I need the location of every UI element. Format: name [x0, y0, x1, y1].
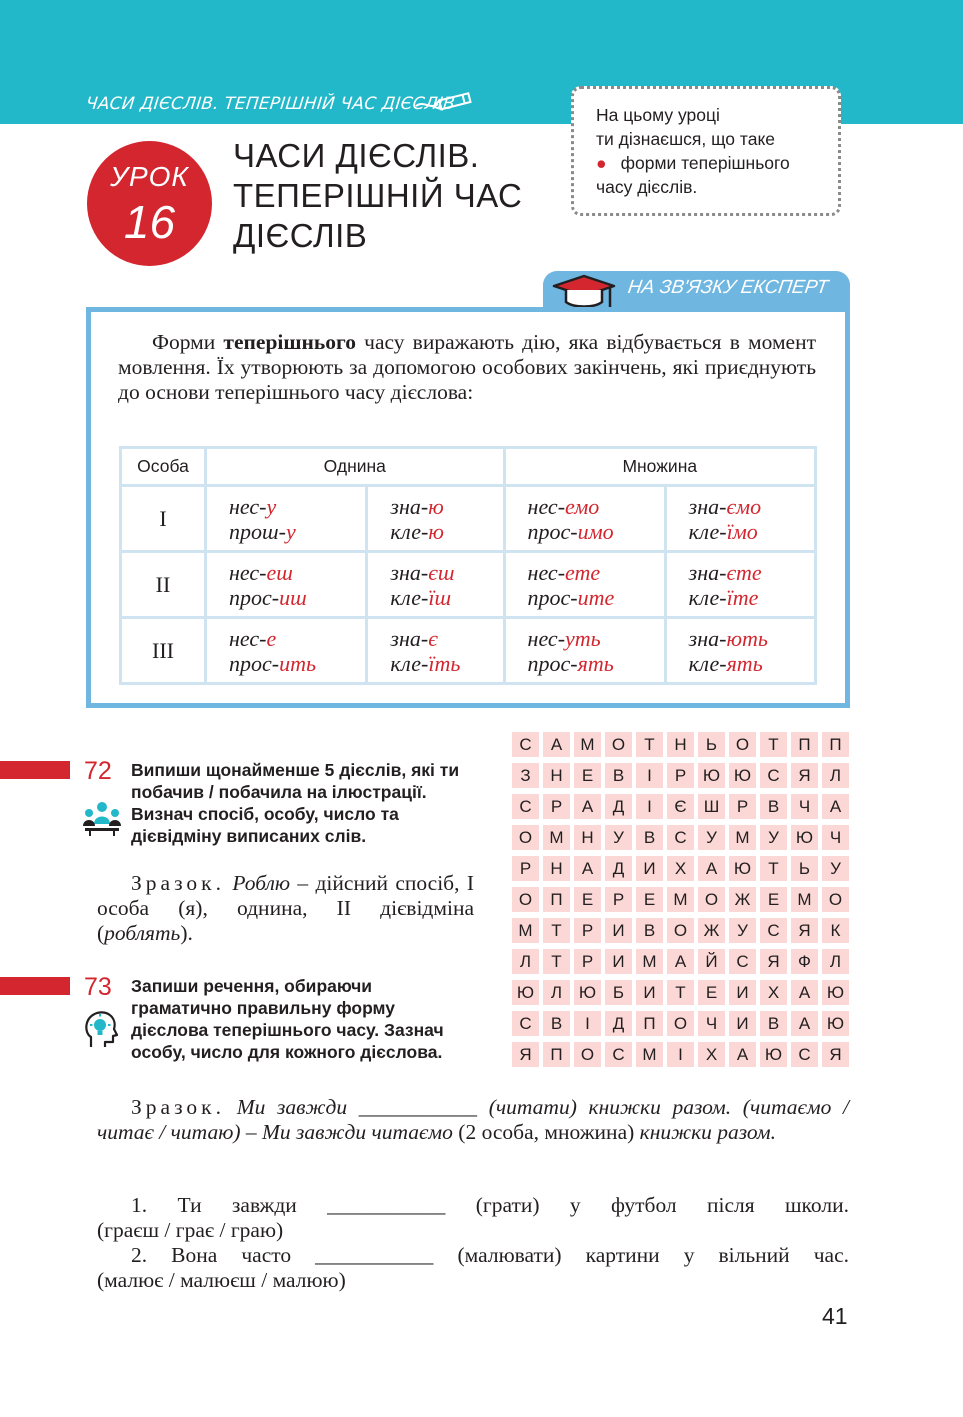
exercise-number: 73 — [84, 973, 112, 1001]
endings-table — [119, 446, 817, 685]
exercise-sample — [97, 871, 474, 946]
verb-stem: прос- — [229, 584, 280, 610]
form-cell — [665, 618, 815, 684]
table-row — [121, 486, 816, 552]
verb-ending: ете — [565, 559, 601, 585]
exercise-sample — [97, 1095, 849, 1145]
list-item: 1. Ти завжди ___________ (грати) у футбол після школи. — [131, 1193, 849, 1217]
verb-form — [390, 626, 501, 651]
verb-stem: кле- — [688, 518, 727, 544]
grid-letter: Ю — [574, 980, 601, 1005]
col-header-plural: Множина — [504, 448, 815, 486]
form-cell — [504, 552, 665, 618]
lesson-title-line: ТЕПЕРІШНІЙ ЧАС — [233, 177, 523, 214]
grid-letter: Т — [543, 918, 570, 943]
grid-letter: И — [636, 980, 663, 1005]
exercise-marker — [0, 977, 70, 995]
exercise-items — [97, 1193, 849, 1293]
verb-stem: кле- — [688, 650, 727, 676]
grid-letter: П — [636, 1011, 663, 1036]
person-cell: II — [121, 552, 206, 618]
grid-letter: Ю — [512, 980, 539, 1005]
grid-letter: Я — [822, 1042, 849, 1067]
grid-letter: Ф — [791, 949, 818, 974]
verb-stem: зна- — [688, 559, 727, 585]
verb-ending: ю — [428, 493, 444, 519]
sample-text: ). — [180, 921, 193, 945]
grid-letter: І — [636, 763, 663, 788]
grid-letter: Я — [791, 918, 818, 943]
verb-ending: иш — [279, 584, 307, 610]
goal-line: На цьому уроці — [596, 105, 720, 125]
grid-letter: П — [543, 887, 570, 912]
grid-letter: Е — [574, 763, 601, 788]
grid-letter: К — [822, 918, 849, 943]
grid-letter: П — [791, 732, 818, 757]
grid-letter: Р — [574, 949, 601, 974]
col-header-singular: Однина — [206, 448, 505, 486]
grid-letter: Т — [543, 949, 570, 974]
group-work-icon — [81, 800, 123, 836]
grid-letter: У — [698, 825, 725, 850]
lesson-number: 16 — [123, 196, 176, 248]
verb-ending: емо — [565, 493, 600, 519]
grid-letter: Ь — [698, 732, 725, 757]
sample-text: – дійсний спосіб, I особа (я), однина, II дієвідміна ( — [97, 871, 474, 945]
grid-letter: А — [791, 1011, 818, 1036]
verb-stem: зна- — [688, 493, 727, 519]
form-cell — [665, 552, 815, 618]
verb-ending: ить — [279, 650, 316, 676]
grid-letter: О — [574, 1042, 601, 1067]
verb-ending: ємо — [726, 493, 762, 519]
grid-letter: В — [543, 1011, 570, 1036]
grid-letter: Р — [729, 794, 756, 819]
verb-ending: е — [266, 625, 277, 651]
verb-ending: у — [285, 518, 296, 544]
list-item-options: (малює / малюєш / малюю) — [97, 1268, 346, 1292]
grid-letter: С — [512, 1011, 539, 1036]
sample-word: роблять — [104, 921, 181, 945]
verb-ending: уть — [565, 625, 601, 651]
form-cell — [206, 486, 367, 552]
grid-letter: Н — [543, 763, 570, 788]
grid-letter: І — [636, 794, 663, 819]
grid-letter: С — [760, 918, 787, 943]
verb-stem: зна- — [390, 625, 429, 651]
person-cell: III — [121, 618, 206, 684]
verb-form — [689, 651, 813, 676]
verb-ending: еш — [266, 559, 293, 585]
grid-letter: В — [636, 825, 663, 850]
grid-letter: А — [543, 732, 570, 757]
verb-stem: кле- — [688, 584, 727, 610]
grid-letter: Я — [791, 763, 818, 788]
rule-term: теперішнього — [223, 330, 357, 354]
verb-stem: нес- — [527, 493, 566, 519]
verb-form — [390, 560, 501, 585]
grid-letter: Е — [760, 887, 787, 912]
grid-letter: А — [667, 949, 694, 974]
form-cell — [367, 618, 504, 684]
verb-stem: нес- — [229, 493, 267, 519]
grid-letter: У — [729, 918, 756, 943]
verb-stem: кле- — [390, 584, 429, 610]
grid-letter: В — [636, 918, 663, 943]
sample-text: (2 особа, множина) — [452, 1120, 640, 1144]
grid-letter: Л — [822, 949, 849, 974]
grid-letter: Д — [605, 1011, 632, 1036]
grid-letter: А — [574, 856, 601, 881]
grid-letter: Ю — [729, 763, 756, 788]
verb-form — [689, 519, 813, 544]
grid-letter: В — [760, 1011, 787, 1036]
grid-letter: О — [822, 887, 849, 912]
verb-stem: зна- — [390, 559, 429, 585]
grid-letter: М — [667, 887, 694, 912]
form-cell — [665, 486, 815, 552]
grid-letter: Ч — [822, 825, 849, 850]
table-row — [121, 552, 816, 618]
sample-word: Роблю — [232, 871, 291, 895]
grid-letter: Л — [822, 763, 849, 788]
verb-stem: прос- — [229, 650, 280, 676]
grid-letter: М — [512, 918, 539, 943]
grid-letter: Л — [512, 949, 539, 974]
expert-tab-label: НА ЗВ'ЯЗКУ ЕКСПЕРТ — [626, 277, 830, 298]
grid-letter: Х — [698, 1042, 725, 1067]
rule-text-part: часу виражають дію, яка відбувається в момент мовлення. Їх утворюють за допомогою особових закінчень, які приєднують до основи теперішнього часу дієслова: — [118, 330, 816, 404]
grid-letter: Р — [543, 794, 570, 819]
verb-stem: нес- — [229, 559, 267, 585]
verb-form — [528, 519, 663, 544]
grid-letter: Т — [636, 732, 663, 757]
grid-letter: Ю — [729, 856, 756, 881]
grid-letter: Є — [667, 794, 694, 819]
grid-letter: С — [791, 1042, 818, 1067]
bullet-icon: ● — [596, 153, 607, 173]
grid-letter: Т — [667, 980, 694, 1005]
person-cell: I — [121, 486, 206, 552]
grid-letter: Ю — [760, 1042, 787, 1067]
exercise-number: 72 — [84, 757, 112, 785]
grid-letter: У — [605, 825, 632, 850]
form-cell — [504, 618, 665, 684]
grid-letter: Ж — [729, 887, 756, 912]
grid-letter: И — [605, 949, 632, 974]
goal-line: ти дізнаєшся, що таке — [596, 129, 776, 149]
grid-letter: И — [729, 1011, 756, 1036]
verb-form — [229, 494, 364, 519]
grid-letter: О — [729, 732, 756, 757]
grid-letter: О — [605, 732, 632, 757]
grid-letter: Р — [512, 856, 539, 881]
lesson-title-line: ДІЄСЛІВ — [233, 217, 368, 254]
grid-letter: И — [636, 856, 663, 881]
verb-stem: нес- — [229, 625, 267, 651]
grid-letter: И — [729, 980, 756, 1005]
verb-form — [528, 585, 663, 610]
goal-item: часу дієслів. — [596, 177, 698, 197]
grid-letter: Р — [574, 918, 601, 943]
grid-letter: М — [729, 825, 756, 850]
sample-sentence: книжки разом. — [639, 1120, 776, 1144]
verb-ending: їте — [726, 584, 759, 610]
grid-letter: О — [698, 887, 725, 912]
verb-form — [528, 626, 663, 651]
grid-letter: З — [512, 763, 539, 788]
lesson-goal-box — [571, 86, 841, 216]
grid-letter: Е — [698, 980, 725, 1005]
grid-letter: О — [667, 918, 694, 943]
sample-sentence: Ми завжди ___________ (читати) книжки разом. (читаємо / читає / читаю) – Ми завжди читаємо — [97, 1095, 850, 1144]
verb-stem: кле- — [390, 650, 429, 676]
grid-letter: Й — [698, 949, 725, 974]
form-cell — [206, 618, 367, 684]
verb-form — [528, 494, 663, 519]
verb-ending: ять — [726, 650, 763, 676]
grid-letter: Е — [574, 887, 601, 912]
verb-form — [229, 519, 364, 544]
grid-letter: Я — [512, 1042, 539, 1067]
grid-letter: Ю — [822, 1011, 849, 1036]
grid-letter: Т — [760, 856, 787, 881]
verb-stem: нес- — [527, 559, 566, 585]
grid-letter: Х — [667, 856, 694, 881]
verb-form — [229, 585, 364, 610]
grid-letter: Ю — [822, 980, 849, 1005]
grid-letter: С — [605, 1042, 632, 1067]
grid-letter: Н — [667, 732, 694, 757]
list-item-options: (граєш / грає / граю) — [97, 1218, 284, 1242]
grid-letter: Я — [760, 949, 787, 974]
verb-stem: зна- — [390, 493, 429, 519]
verb-ending: ите — [577, 584, 615, 610]
verb-form — [390, 585, 501, 610]
grid-letter: А — [822, 794, 849, 819]
grid-letter: П — [543, 1042, 570, 1067]
grid-letter: М — [636, 949, 663, 974]
lesson-badge — [87, 141, 212, 266]
grid-letter: Н — [574, 825, 601, 850]
running-title: ЧАСИ ДІЄСЛІВ. ТЕПЕРІШНІЙ ЧАС ДІЄСЛІВ — [84, 94, 456, 114]
grid-letter: В — [760, 794, 787, 819]
grid-letter: П — [822, 732, 849, 757]
verb-ending: їть — [428, 650, 461, 676]
verb-form — [689, 494, 813, 519]
verb-stem: прос- — [527, 584, 578, 610]
col-header-person: Особа — [121, 448, 206, 486]
exercise-task: Запиши речення, обираючи граматично правильну форму дієслова теперішнього часу. Зазнач особу, число для кожного дієслова. — [131, 976, 444, 1062]
verb-form — [229, 651, 364, 676]
verb-stem: прос- — [527, 650, 578, 676]
grid-letter: У — [760, 825, 787, 850]
verb-ending: єш — [428, 559, 455, 585]
form-cell — [367, 552, 504, 618]
verb-ending: у — [266, 493, 277, 519]
verb-stem: зна- — [688, 625, 727, 651]
grid-letter: Н — [543, 856, 570, 881]
grid-letter: О — [512, 825, 539, 850]
grid-letter: А — [574, 794, 601, 819]
grid-letter: О — [667, 1011, 694, 1036]
grid-letter: С — [512, 732, 539, 757]
pencil-icon — [414, 88, 476, 114]
grid-letter: С — [760, 763, 787, 788]
exercise-marker — [0, 761, 70, 779]
verb-form — [390, 651, 501, 676]
verb-ending: ять — [577, 650, 614, 676]
table-header-row — [121, 448, 816, 486]
grid-letter: О — [512, 887, 539, 912]
grid-letter: Б — [605, 980, 632, 1005]
verb-ending: ю — [428, 518, 444, 544]
idea-head-icon — [81, 1009, 121, 1049]
verb-ending: єте — [726, 559, 762, 585]
verb-stem: прос- — [527, 518, 578, 544]
grid-letter: С — [512, 794, 539, 819]
verb-form — [689, 560, 813, 585]
verb-form — [229, 626, 364, 651]
verb-form — [390, 519, 501, 544]
grid-letter: У — [822, 856, 849, 881]
verb-form — [229, 560, 364, 585]
verb-form — [390, 494, 501, 519]
grid-letter: Д — [605, 794, 632, 819]
grid-letter: Р — [605, 887, 632, 912]
goal-item: форми теперішнього — [620, 153, 790, 173]
grid-letter: В — [605, 763, 632, 788]
grid-letter: Ж — [698, 918, 725, 943]
verb-stem: кле- — [390, 518, 429, 544]
grid-letter: Д — [605, 856, 632, 881]
lesson-title — [233, 136, 522, 256]
grid-letter: И — [605, 918, 632, 943]
verb-ending: їмо — [726, 518, 758, 544]
verb-form — [528, 560, 663, 585]
grid-letter: Р — [667, 763, 694, 788]
sample-label: Зразок. — [131, 871, 226, 895]
grid-letter: А — [791, 980, 818, 1005]
grid-letter: Ч — [698, 1011, 725, 1036]
grid-letter: А — [698, 856, 725, 881]
page-number: 41 — [822, 1303, 848, 1329]
lesson-word: УРОК — [110, 161, 189, 192]
grid-letter: Т — [760, 732, 787, 757]
grid-letter: Л — [543, 980, 570, 1005]
verb-ending: ють — [726, 625, 768, 651]
grid-letter: С — [667, 825, 694, 850]
rule-text-part: Форми — [152, 330, 224, 354]
verb-ending: їш — [428, 584, 452, 610]
verb-form — [528, 651, 663, 676]
rule-text — [118, 330, 816, 405]
list-item: 2. Вона часто ___________ (малювати) картини у вільний час. — [131, 1243, 849, 1267]
grid-letter: Е — [636, 887, 663, 912]
verb-ending: имо — [577, 518, 614, 544]
grid-letter: Ю — [791, 825, 818, 850]
verb-stem: прош- — [229, 518, 286, 544]
verb-stem: нес- — [527, 625, 566, 651]
grid-letter: М — [636, 1042, 663, 1067]
grid-letter: С — [729, 949, 756, 974]
sample-label: Зразок. — [131, 1095, 226, 1119]
grid-letter: М — [543, 825, 570, 850]
exercise-task: Випиши щонайменше 5 дієслів, які ти побачив / побачила на ілюстрації. Визнач спосіб, особу, число та дієвідміну виписаних слів. — [131, 760, 460, 846]
table-row — [121, 618, 816, 684]
lesson-title-line: ЧАСИ ДІЄСЛІВ. — [233, 137, 480, 174]
form-cell — [367, 486, 504, 552]
grid-letter: Ш — [698, 794, 725, 819]
form-cell — [206, 552, 367, 618]
verb-form — [689, 585, 813, 610]
verb-form — [689, 626, 813, 651]
grid-letter: Ю — [698, 763, 725, 788]
grid-letter: Х — [760, 980, 787, 1005]
grid-letter: Ч — [791, 794, 818, 819]
form-cell — [504, 486, 665, 552]
grid-letter: М — [791, 887, 818, 912]
grid-letter: М — [574, 732, 601, 757]
grid-letter: І — [574, 1011, 601, 1036]
grid-letter: Ь — [791, 856, 818, 881]
verb-ending: є — [428, 625, 438, 651]
grid-letter: І — [667, 1042, 694, 1067]
grid-letter: А — [729, 1042, 756, 1067]
